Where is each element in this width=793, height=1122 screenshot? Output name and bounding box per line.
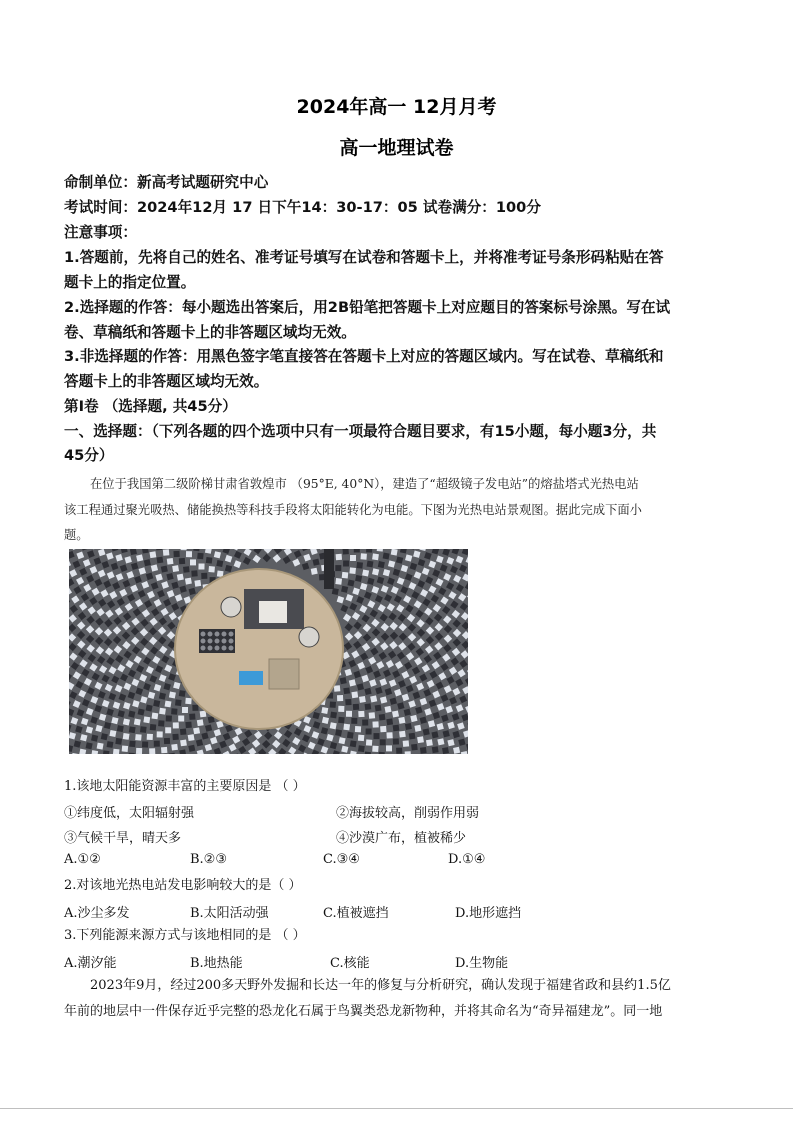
heliostat-mirror xyxy=(147,734,153,740)
cooling-fan xyxy=(215,646,220,651)
heliostat-mirror xyxy=(180,729,187,736)
water-pool xyxy=(239,671,263,685)
heliostat-mirror xyxy=(409,733,416,740)
heliostat-mirror xyxy=(431,731,438,738)
heliostat-mirror xyxy=(166,715,172,721)
heliostat-mirror xyxy=(164,738,170,744)
heliostat-mirror xyxy=(391,549,398,556)
heliostat-mirror xyxy=(350,555,356,561)
heliostat-mirror xyxy=(405,723,412,730)
heliostat-mirror xyxy=(370,695,377,702)
heliostat-mirror xyxy=(321,707,328,714)
heliostat-mirror xyxy=(165,727,171,733)
heliostat-mirror xyxy=(358,745,365,752)
storage-tank-right xyxy=(299,627,319,647)
heliostat-mirror xyxy=(142,741,148,747)
question-1-choice-b: B.②③ xyxy=(190,852,227,867)
heliostat-mirror xyxy=(117,725,124,732)
heliostat-mirror xyxy=(411,744,418,751)
heliostat-mirror xyxy=(392,710,399,717)
heliostat-mirror xyxy=(386,732,392,738)
question-2-choice-c: C.植被遮挡 xyxy=(323,906,389,921)
heliostat-mirror xyxy=(351,718,357,724)
heliostat-mirror xyxy=(349,567,356,574)
heliostat-mirror xyxy=(367,561,374,568)
heliostat-mirror xyxy=(113,749,120,754)
heliostat-mirror xyxy=(172,734,178,740)
heliostat-mirror xyxy=(138,708,145,715)
heliostat-mirror xyxy=(334,685,341,692)
heliostat-mirror xyxy=(384,706,391,713)
heliostat-mirror xyxy=(134,719,141,726)
heliostat-mirror xyxy=(97,743,104,750)
heliostat-mirror xyxy=(372,721,378,727)
question-3-choice-d: D.生物能 xyxy=(455,956,509,971)
section-heading-line-b: 45分） xyxy=(64,447,114,464)
page-bottom-rule xyxy=(0,1108,793,1109)
heliostat-mirror xyxy=(362,569,369,576)
heliostat-mirror xyxy=(173,722,179,728)
note-1-line-b: 题卡上的指定位置。 xyxy=(64,274,196,291)
heliostat-mirror xyxy=(343,560,349,566)
cooling-fan xyxy=(222,632,227,637)
heliostat-mirror xyxy=(378,561,385,568)
heliostat-mirror xyxy=(150,724,157,731)
heliostat-mirror xyxy=(183,566,190,573)
heliostat-mirror xyxy=(374,733,380,739)
heliostat-mirror xyxy=(186,551,192,557)
heliostat-mirror xyxy=(362,720,368,726)
heliostat-mirror xyxy=(193,727,200,734)
heliostat-mirror xyxy=(190,559,196,565)
heliostat-mirror xyxy=(101,733,108,740)
heliostat-mirror xyxy=(153,700,160,707)
heliostat-mirror xyxy=(165,701,172,708)
heliostat-mirror xyxy=(152,713,159,720)
heliostat-mirror xyxy=(122,745,129,752)
heliostat-mirror xyxy=(360,553,366,559)
heliostat-mirror xyxy=(330,701,336,707)
heliostat-mirror xyxy=(140,726,147,733)
heliostat-mirror xyxy=(158,720,164,726)
heliostat-mirror xyxy=(432,746,439,753)
heliostat-mirror xyxy=(386,745,392,751)
note-3-line-a: 3.非选择题的作答：用黑色签字笔直接答在答题卡上对应的答题区域内。写在试卷、草稿纸和 xyxy=(64,348,664,365)
heliostat-mirror xyxy=(396,748,402,754)
heliostat-mirror xyxy=(398,717,405,724)
passage-1-line-3: 题。 xyxy=(64,528,89,542)
heliostat-mirror xyxy=(311,568,318,575)
heliostat-mirror xyxy=(197,719,204,726)
question-1-choice-c: C.③④ xyxy=(323,852,360,867)
cooling-fan xyxy=(222,646,227,651)
heliostat-mirror xyxy=(185,722,192,729)
heliostat-mirror xyxy=(420,747,427,754)
section-heading-line-a: 一、选择题：（下列各题的四个选项中只有一项最符合题目要求，有15小题，每小题3分，共 xyxy=(64,423,657,440)
heliostat-mirror xyxy=(335,729,342,736)
heliostat-mirror xyxy=(347,579,354,586)
heliostat-mirror xyxy=(169,691,176,698)
heliostat-mirror xyxy=(197,553,204,560)
heliostat-mirror xyxy=(355,575,362,582)
question-2-choice-b: B.太阳活动强 xyxy=(190,906,269,921)
heliostat-mirror xyxy=(380,726,386,732)
heliostat-mirror xyxy=(366,728,372,734)
heliostat-mirror xyxy=(115,738,122,745)
cooling-fan xyxy=(201,632,206,637)
heliostat-mirror xyxy=(453,747,460,754)
heliostat-mirror xyxy=(375,705,382,712)
heliostat-mirror xyxy=(353,704,359,710)
heliostat-mirror xyxy=(350,740,357,747)
heliostat-mirror xyxy=(369,712,376,719)
heliostat-mirror xyxy=(180,740,187,747)
heliostat-mirror xyxy=(372,553,379,560)
heliostat-mirror xyxy=(335,565,341,571)
question-3-stem: 3.下列能源来源方式与该地相同的是 （ ） xyxy=(64,928,306,943)
issuer-line: 命制单位：新高考试题研究中心 xyxy=(64,174,269,191)
cooling-fan xyxy=(201,639,206,644)
heliostat-mirror xyxy=(347,732,354,739)
heliostat-mirror xyxy=(343,687,350,694)
heliostat-mirror xyxy=(177,574,184,581)
heliostat-mirror xyxy=(171,708,177,714)
heliostat-mirror xyxy=(129,726,136,733)
heliostat-mirror xyxy=(179,690,186,697)
heliostat-mirror xyxy=(216,560,223,567)
question-3-choice-b: B.地热能 xyxy=(190,956,243,971)
tower-base xyxy=(259,601,287,623)
question-1-item-3: ③气候干旱，晴天多 xyxy=(64,831,182,846)
facility-block xyxy=(269,659,299,689)
heliostat-mirror xyxy=(194,580,201,587)
heliostat-mirror xyxy=(405,751,411,754)
cooling-fan xyxy=(229,646,234,651)
cooling-fan xyxy=(208,639,213,644)
part-heading: 第Ⅰ卷 （选择题, 共45分） xyxy=(64,398,237,415)
heliostat-mirror xyxy=(143,716,150,723)
heliostat-mirror xyxy=(129,741,136,748)
note-2-line-b: 卷、草稿纸和答题卡上的非答题区域均无效。 xyxy=(64,324,356,341)
cooling-fan xyxy=(201,646,206,651)
heliostat-mirror xyxy=(338,706,344,712)
heliostat-mirror xyxy=(339,737,346,744)
heliostat-mirror xyxy=(414,725,421,732)
cooling-fan xyxy=(215,639,220,644)
passage-1-line-1: 在位于我国第二级阶梯甘肃省敦煌市 （95°E, 40°N），建造了“超级镜子发电站”的熔盐塔式光热电站 xyxy=(90,477,639,491)
question-1-choice-d: D.①④ xyxy=(448,852,486,867)
heliostat-mirror xyxy=(345,699,351,705)
heliostat-mirror xyxy=(358,711,364,717)
heliostat-mirror xyxy=(149,748,155,754)
heliostat-mirror xyxy=(178,716,184,722)
storage-tank-left xyxy=(221,597,241,617)
heliostat-mirror xyxy=(198,563,204,569)
question-1-stem: 1.该地太阳能资源丰富的主要原因是 （ ） xyxy=(64,779,306,794)
heliostat-mirror xyxy=(149,551,156,558)
cooling-fan xyxy=(208,646,213,651)
heliostat-mirror xyxy=(185,698,191,704)
note-2-line-a: 2.选择题的作答：每小题选出答案后，用2B铅笔把答题卡上对应题目的答案标号涂黑。写在试 xyxy=(64,299,671,316)
cooling-fan xyxy=(229,632,234,637)
heliostat-mirror xyxy=(330,712,337,719)
heliostat-mirror xyxy=(185,578,192,585)
exam-title: 2024年高一 12月月考 xyxy=(296,96,497,118)
question-1-choice-a: A.①② xyxy=(64,852,101,867)
heliostat-mirror xyxy=(338,717,345,724)
heliostat-mirror xyxy=(172,565,179,572)
heliostat-mirror xyxy=(123,718,130,725)
question-3-choice-a: A.潮汐能 xyxy=(64,956,117,971)
heliostat-mirror xyxy=(206,557,213,564)
note-3-line-b: 答题卡上的非答题区域均无效。 xyxy=(64,373,269,390)
question-1-item-4: ④沙漠广布，植被稀少 xyxy=(336,831,467,846)
heliostat-mirror xyxy=(175,699,182,706)
heliostat-mirror xyxy=(173,551,179,557)
heliostat-mirror xyxy=(181,549,187,550)
heliostat-mirror xyxy=(208,566,215,573)
heliostat-mirror xyxy=(156,557,163,564)
cooling-fan xyxy=(229,639,234,644)
heliostat-mirror xyxy=(366,739,372,745)
question-1-item-2: ②海拔较高，削弱作用弱 xyxy=(336,806,480,821)
heliostat-mirror xyxy=(358,735,365,742)
passage-2-line-2: 年前的地层中一件保存近乎完整的恐龙化石属于鸟翼类恐龙新物种，并将其命名为“奇异福建龙”。同一地 xyxy=(64,1004,663,1019)
heliostat-mirror xyxy=(201,573,207,579)
heliostat-mirror xyxy=(167,558,174,565)
heliostat-mirror xyxy=(189,713,195,719)
heliostat-mirror xyxy=(393,738,399,744)
heliostat-mirror xyxy=(356,562,363,569)
question-1-item-1: ①纬度低，太阳辐射强 xyxy=(64,806,195,821)
solar-power-station-photo xyxy=(69,549,468,754)
access-road xyxy=(324,549,334,589)
cooling-fan xyxy=(208,632,213,637)
heliostat-mirror xyxy=(403,740,410,747)
exam-subtitle: 高一地理试卷 xyxy=(339,137,454,159)
heliostat-mirror xyxy=(179,558,185,564)
heliostat-mirror xyxy=(136,748,142,754)
heliostat-mirror xyxy=(359,696,366,703)
heliostat-mirror xyxy=(161,566,168,573)
heliostat-mirror xyxy=(346,711,352,717)
passage-2-line-1: 2023年9月，经过200多天野外发掘和长达一年的修复与分析研究，确认发现于福建省政和县约1.5亿 xyxy=(90,978,671,993)
heliostat-mirror xyxy=(383,553,390,560)
heliostat-mirror xyxy=(182,707,188,713)
passage-1-line-2: 该工程通过聚光吸热、储能换热等科技手段将太阳能转化为电能。下图为光热电站景观图。据此完成下面小 xyxy=(64,503,642,517)
heliostat-mirror xyxy=(336,554,342,560)
heliostat-mirror xyxy=(423,728,430,735)
heliostat-mirror xyxy=(157,731,163,737)
heliostat-mirror xyxy=(337,695,343,701)
heliostat-field-illustration xyxy=(69,549,468,754)
heliostat-mirror xyxy=(107,741,114,748)
heliostat-mirror xyxy=(109,730,116,737)
heliostat-mirror xyxy=(393,725,400,732)
note-1-line-a: 1.答题前，先将自己的姓名、准考证号填写在试卷和答题卡上，并将准考证号条形码粘贴在答 xyxy=(64,249,664,266)
heliostat-mirror xyxy=(123,733,130,740)
heliostat-mirror xyxy=(342,549,348,555)
heliostat-mirror xyxy=(342,572,349,579)
heliostat-mirror xyxy=(386,718,393,725)
question-3-choice-c: C.核能 xyxy=(330,956,370,971)
question-2-stem: 2.对该地光热电站发电影响较大的是（ ） xyxy=(64,878,302,893)
heliostat-mirror xyxy=(351,691,358,698)
heliostat-mirror xyxy=(192,705,198,711)
heliostat-mirror xyxy=(442,747,449,754)
heliostat-mirror xyxy=(379,714,386,721)
heliostat-mirror xyxy=(372,746,378,752)
cooling-fan xyxy=(222,639,227,644)
heliostat-mirror xyxy=(343,724,350,731)
heliostat-mirror xyxy=(380,739,386,745)
exam-time-line: 考试时间：2024年12月 17 日下午14：30-17：05 试卷满分：100分 xyxy=(64,199,541,216)
heliostat-mirror xyxy=(365,703,372,710)
question-2-choice-a: A.沙尘多发 xyxy=(64,906,130,921)
heliostat-mirror xyxy=(135,734,142,741)
heliostat-mirror xyxy=(146,705,153,712)
heliostat-mirror xyxy=(417,736,424,743)
heliostat-mirror xyxy=(154,741,160,747)
heliostat-mirror xyxy=(163,549,170,556)
heliostat-mirror xyxy=(128,753,134,754)
heliostat-mirror xyxy=(335,578,342,585)
heliostat-mirror xyxy=(426,739,433,746)
heliostat-mirror xyxy=(188,734,195,741)
heliostat-mirror xyxy=(366,549,372,553)
heliostat-mirror xyxy=(330,722,337,729)
heliostat-mirror xyxy=(159,708,166,715)
heliostat-mirror xyxy=(188,745,195,752)
question-2-choice-d: D.地形遮挡 xyxy=(455,906,522,921)
heliostat-mirror xyxy=(191,570,197,576)
heliostat-mirror xyxy=(354,549,360,553)
cooling-fan xyxy=(215,632,220,637)
heliostat-mirror xyxy=(355,726,361,732)
heliostat-mirror xyxy=(86,742,93,749)
heliostat-mirror xyxy=(340,677,347,684)
heliostat-mirror xyxy=(437,738,444,745)
heliostat-mirror xyxy=(332,588,339,595)
heliostat-mirror xyxy=(399,731,406,738)
heliostat-mirror xyxy=(171,744,178,751)
heliostat-mirror xyxy=(161,747,167,753)
notes-title: 注意事项： xyxy=(64,224,137,241)
